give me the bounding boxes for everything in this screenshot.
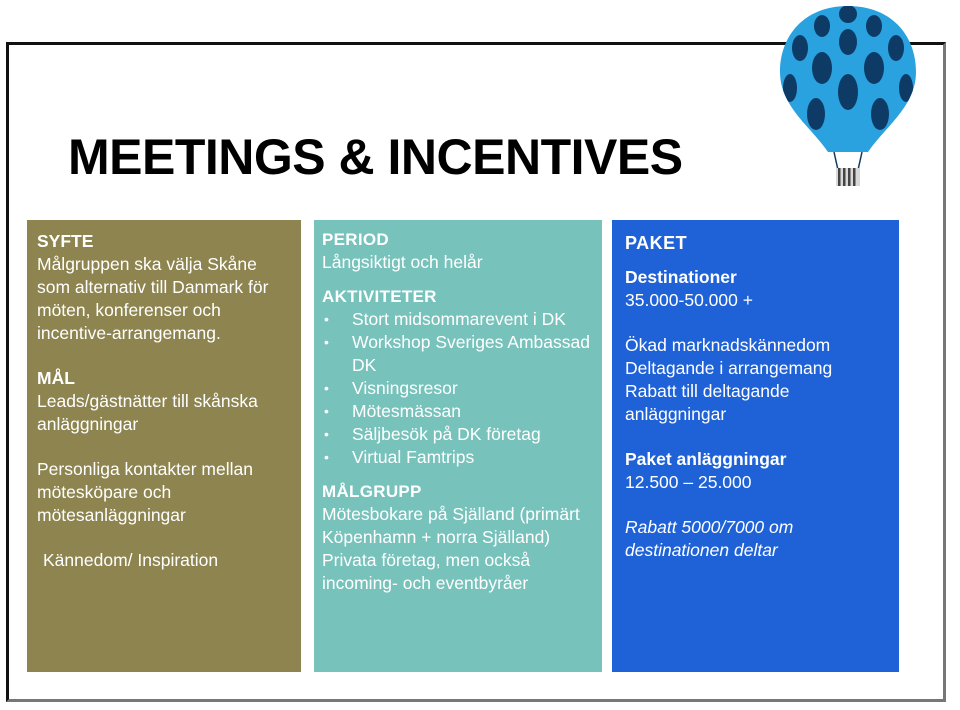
syfte-column: [27, 220, 301, 672]
period-text: Långsiktigt och helår: [322, 252, 483, 272]
malgrupp-heading: MÅLGRUPP: [322, 482, 422, 501]
benefit-item: Rabatt till deltagande anläggningar: [625, 381, 790, 424]
mal-text: Leads/gästnätter till skånska anläggningar: [37, 391, 258, 434]
aktiviteter-heading: AKTIVITETER: [322, 287, 437, 306]
rabatt-text: Rabatt 5000/7000 om destinationen deltar: [625, 517, 794, 560]
list-item: • Stort midsommarevent i DK: [322, 308, 594, 331]
anlaggningar-heading: Paket anläggningar: [625, 449, 787, 469]
list-item: • Visningsresor: [322, 377, 594, 400]
destinationer-price: 35.000-50.000 +: [625, 290, 753, 310]
kannedom-text: Kännedom/ Inspiration: [43, 550, 219, 570]
malgrupp-text-1: Mötesbokare på Själland (primärt Köpenhamn + norra Själland): [322, 504, 580, 547]
page-title: MEETINGS & INCENTIVES: [68, 129, 683, 185]
syfte-text: Målgruppen ska välja Skåne som alternativ till Danmark för möten, konferenser och incentive-arrangemang.: [37, 254, 269, 343]
list-item: • Mötesmässan: [322, 400, 594, 423]
paket-column: [612, 220, 899, 672]
period-column: [314, 220, 602, 672]
benefit-item: Deltagande i arrangemang: [625, 358, 833, 378]
mal-heading: MÅL: [37, 368, 75, 388]
malgrupp-text-2: Privata företag, men också incoming- och eventbyråer: [322, 550, 531, 593]
destinationer-heading: Destinationer: [625, 267, 737, 287]
aktiviteter-list: [322, 308, 594, 469]
list-item: • Virtual Famtrips: [322, 446, 594, 469]
list-item: • Säljbesök på DK företag: [322, 423, 594, 446]
period-heading: PERIOD: [322, 230, 389, 249]
syfte-heading: SYFTE: [37, 231, 94, 251]
kontakter-text: Personliga kontakter mellan mötesköpare och mötesanläggningar: [37, 459, 253, 525]
hot-air-balloon-icon: [776, 2, 920, 192]
benefit-item: Ökad marknadskännedom: [625, 335, 831, 355]
paket-heading: PAKET: [625, 233, 688, 253]
list-item: • Workshop Sveriges Ambassad DK: [322, 331, 594, 377]
anlaggningar-price: 12.500 – 25.000: [625, 472, 752, 492]
